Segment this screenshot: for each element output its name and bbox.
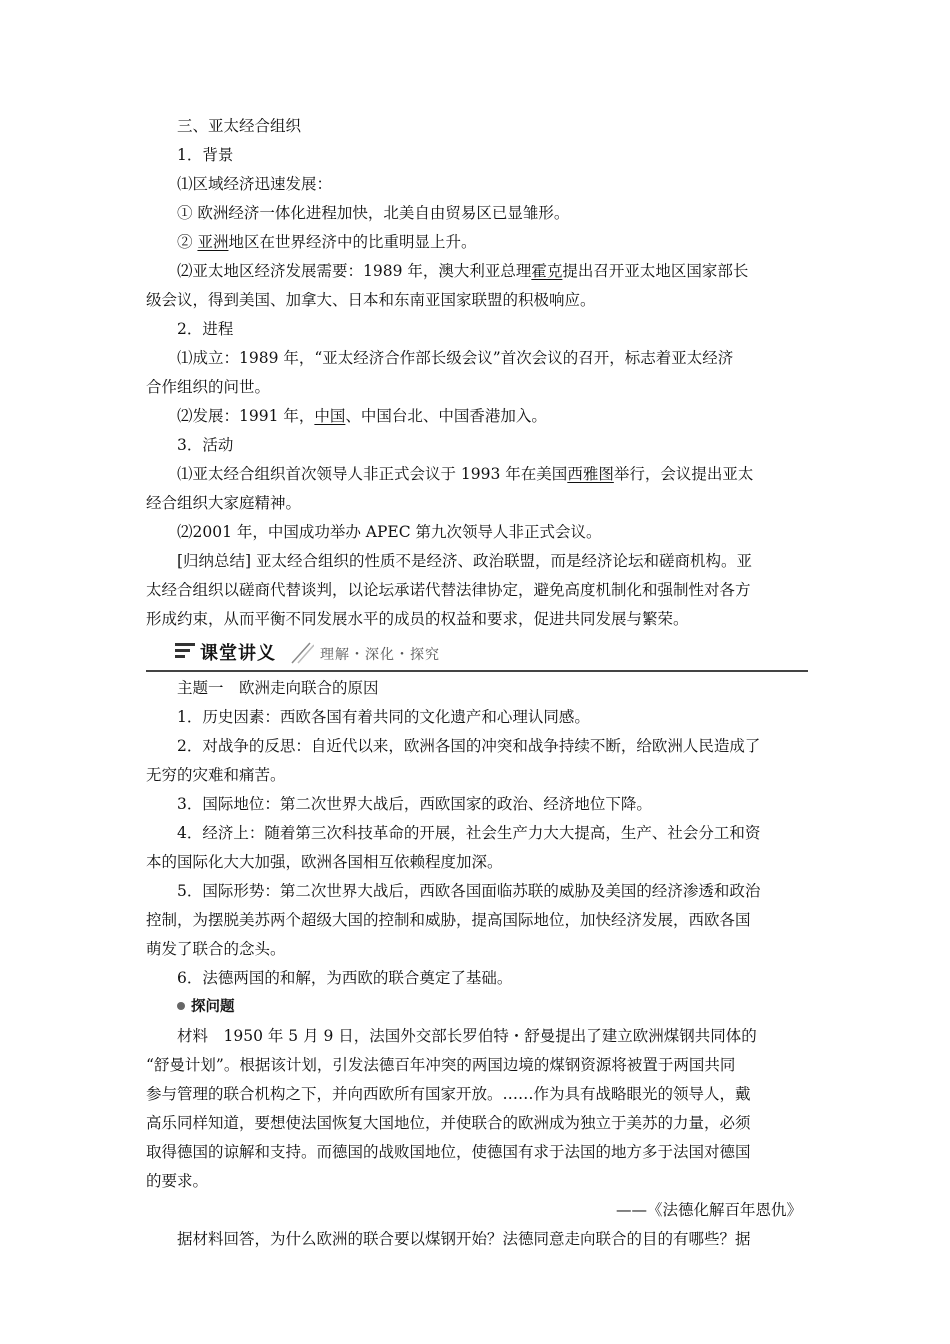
activity-point-1-cont: 经合组织大家庭精神。 bbox=[146, 494, 302, 512]
topic-point-2: 2．对战争的反思：自近代以来，欧洲各国的冲突和战争持续不断，给欧洲人民造成了 bbox=[177, 737, 761, 755]
background-point-1: ⑴区域经济迅速发展： bbox=[177, 175, 333, 193]
activity-point-1 bbox=[146, 460, 808, 489]
background-point-2-cont: 级会议，得到美国、加拿大、日本和东南亚国家联盟的积极响应。 bbox=[146, 291, 596, 309]
text-span: ⑵发展：1991 年， bbox=[177, 407, 315, 425]
summary-line-3: 形成约束，从而平衡不同发展水平的成员的权益和要求，促进共同发展与繁荣。 bbox=[146, 610, 689, 628]
text-span: ⑴亚太经合组织首次领导人非正式会议于 1993 年在美国 bbox=[177, 465, 568, 483]
underlined-term: 中国 bbox=[314, 407, 346, 425]
background-point-2 bbox=[146, 257, 808, 286]
text-span: ② bbox=[177, 233, 198, 251]
material-line-2: “舒曼计划”。根据该计划，引发法德百年冲突的两国边境的煤钢资源将被置于两国共同 bbox=[146, 1056, 736, 1074]
topic-point-1: 1．历史因素：西欧各国有着共同的文化遗产和心理认同感。 bbox=[177, 708, 590, 726]
underlined-term: 亚洲 bbox=[197, 233, 229, 251]
topic-point-4-cont: 本的国际化大大加强，欧洲各国相互依赖程度加深。 bbox=[146, 853, 503, 871]
banner-title: 课堂讲义 bbox=[200, 643, 276, 664]
document-page bbox=[146, 112, 808, 1254]
summary-line-2: 太经合组织以磋商代替谈判，以论坛承诺代替法律协定，避免高度机制化和强制性对各方 bbox=[146, 581, 751, 599]
topic-point-5-cont: 控制，为摆脱美苏两个超级大国的控制和威胁，提高国际地位，加快经济发展，西欧各国 bbox=[146, 911, 751, 929]
banner-subtitle: 理解・深化・探究 bbox=[320, 647, 440, 663]
material-line-4: 高乐同样知道，要想使法国恢复大国地位，并使联合的欧洲成为独立于美苏的力量，必须 bbox=[146, 1114, 751, 1132]
stripes-icon bbox=[175, 642, 195, 660]
slash-decoration-icon bbox=[288, 642, 314, 664]
underlined-term: 西雅图 bbox=[567, 465, 614, 483]
bullet-dot-icon bbox=[177, 1002, 185, 1010]
subheading-process: 2．进程 bbox=[177, 320, 234, 338]
section-heading: 三、亚太经合组织 bbox=[177, 117, 302, 135]
text-span: 举行，会议提出亚太 bbox=[613, 465, 754, 483]
topic-point-3: 3．国际地位：第二次世界大战后，西欧国家的政治、经济地位下降。 bbox=[177, 795, 652, 813]
lecture-banner bbox=[146, 636, 808, 672]
topic-title: 主题一 欧洲走向联合的原因 bbox=[177, 679, 379, 697]
text-span: ⑵亚太地区经济发展需要：1989 年，澳大利亚总理 bbox=[177, 262, 532, 280]
material-line-1: 材料 1950 年 5 月 9 日，法国外交部长罗伯特・舒曼提出了建立欧洲煤钢共同体的 bbox=[177, 1027, 757, 1045]
topic-point-5: 5．国际形势：第二次世界大战后，西欧各国面临苏联的威胁及美国的经济渗透和政治 bbox=[177, 882, 761, 900]
material-source: ——《法德化解百年恩仇》 bbox=[615, 1201, 802, 1219]
activity-point-2: ⑵2001 年，中国成功举办 APEC 第九次领导人非正式会议。 bbox=[177, 523, 602, 541]
topic-point-4: 4．经济上：随着第三次科技革命的开展，社会生产力大大提高，生产、社会分工和资 bbox=[177, 824, 761, 842]
explore-heading-label: 探问题 bbox=[191, 999, 235, 1015]
topic-point-5-cont-2: 萌发了联合的念头。 bbox=[146, 940, 286, 958]
text-span: 、中国台北、中国香港加入。 bbox=[345, 407, 547, 425]
question-line: 据材料回答，为什么欧洲的联合要以煤钢开始？法德同意走向联合的目的有哪些？据 bbox=[177, 1230, 751, 1248]
process-point-1-cont: 合作组织的问世。 bbox=[146, 378, 271, 396]
topic-point-6: 6．法德两国的和解，为西欧的联合奠定了基础。 bbox=[177, 969, 513, 987]
subheading-activities: 3．活动 bbox=[177, 436, 234, 454]
explore-heading bbox=[146, 993, 808, 1022]
material-line-6: 的要求。 bbox=[146, 1172, 209, 1190]
subheading-background: 1．背景 bbox=[177, 146, 234, 164]
process-point-1: ⑴成立：1989 年，“亚太经济合作部长级会议”首次会议的召开，标志着亚太经济 bbox=[177, 349, 734, 367]
text-span: 提出召开亚太地区国家部长 bbox=[562, 262, 749, 280]
background-point-1a: ① 欧洲经济一体化进程加快，北美自由贸易区已显雏形。 bbox=[177, 204, 570, 222]
material-line-3: 参与管理的联合机构之下，并向西欧所有国家开放。……作为具有战略眼光的领导人，戴 bbox=[146, 1085, 751, 1103]
text-span: 地区在世界经济中的比重明显上升。 bbox=[228, 233, 477, 251]
topic-point-2-cont: 无穷的灾难和痛苦。 bbox=[146, 766, 286, 784]
summary-line-1: [归纳总结] 亚太经合组织的性质不是经济、政治联盟，而是经济论坛和磋商机构。亚 bbox=[177, 552, 753, 570]
material-line-5: 取得德国的谅解和支持。而德国的战败国地位，使德国有求于法国的地方多于法国对德国 bbox=[146, 1143, 751, 1161]
process-point-2 bbox=[146, 402, 808, 431]
underlined-term: 霍克 bbox=[531, 262, 563, 280]
background-point-1b bbox=[146, 228, 808, 257]
